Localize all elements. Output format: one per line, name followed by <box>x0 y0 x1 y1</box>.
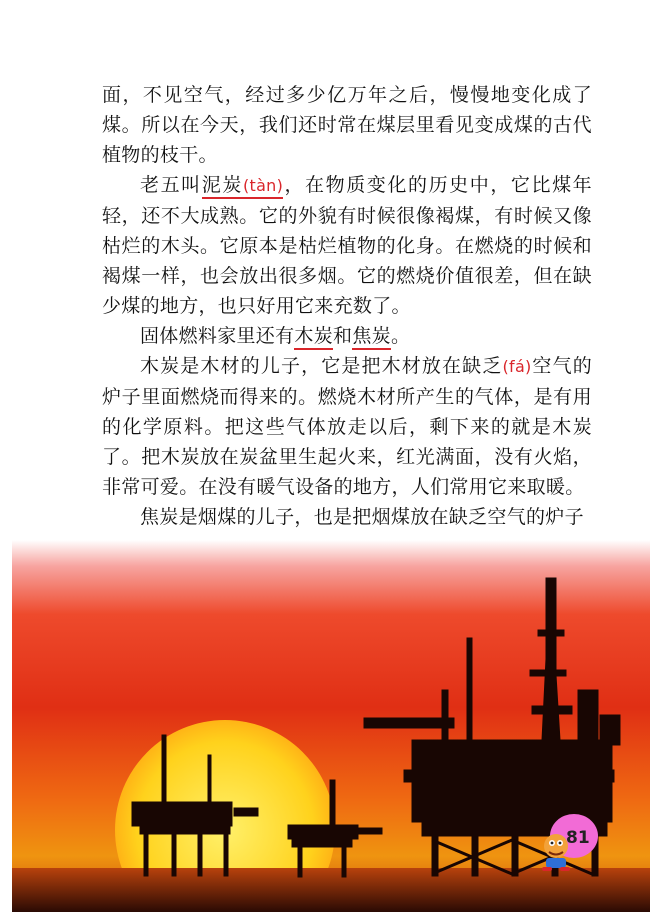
p3-mid: 和 <box>333 325 353 347</box>
p2-before: 老五叫 <box>140 174 202 196</box>
paragraph-1: 面，不见空气，经过多少亿万年之后，慢慢地变化成了煤。所以在今天，我们还时常在煤层里看见变成煤的古代植物的枝干。 <box>102 84 592 166</box>
paragraph-2 <box>102 170 592 321</box>
p3-after: 。 <box>390 325 411 347</box>
term-peat <box>202 174 283 199</box>
page-number: 81 <box>566 828 590 848</box>
term-coke: 焦炭 <box>352 325 391 350</box>
term-charcoal: 木炭 <box>294 325 333 350</box>
term-peat-text: 泥炭 <box>201 174 243 196</box>
paragraph-5: 焦炭是烟煤的儿子，也是把烟煤放在缺乏空气的炉子 <box>140 506 584 528</box>
p3-before: 固体燃料家里还有 <box>140 325 295 347</box>
pinyin-fa: (fá) <box>502 357 532 376</box>
p4-after: 空气的炉子里面燃烧而得来的。燃烧木材所产生的气体，是有用的化学原料。把这些气体放走以后，剩下来的就是木炭了。把木炭放在炭盆里生起火来，红光满面，没有火焰，非常可爱。在没有暖气设备的地方，人们常用它来取暖。 <box>102 355 593 498</box>
pinyin-tan: (tàn) <box>242 176 284 195</box>
paragraph-4 <box>102 351 592 502</box>
p4-before: 木炭是木材的儿子，它是把木材放在缺乏 <box>140 355 503 377</box>
body-text <box>102 80 592 532</box>
p2-after: ，在物质变化的历史中，它比煤年轻，还不大成熟。它的外貌有时候很像褐煤，有时候又像枯烂的木头。它原本是枯烂植物的化身。在燃烧的时候和褐煤一样，也会放出很多烟。它的燃烧价值很差，但在缺少煤的地方，也只好用它来充数了。 <box>102 174 592 317</box>
paragraph-3 <box>102 321 592 351</box>
